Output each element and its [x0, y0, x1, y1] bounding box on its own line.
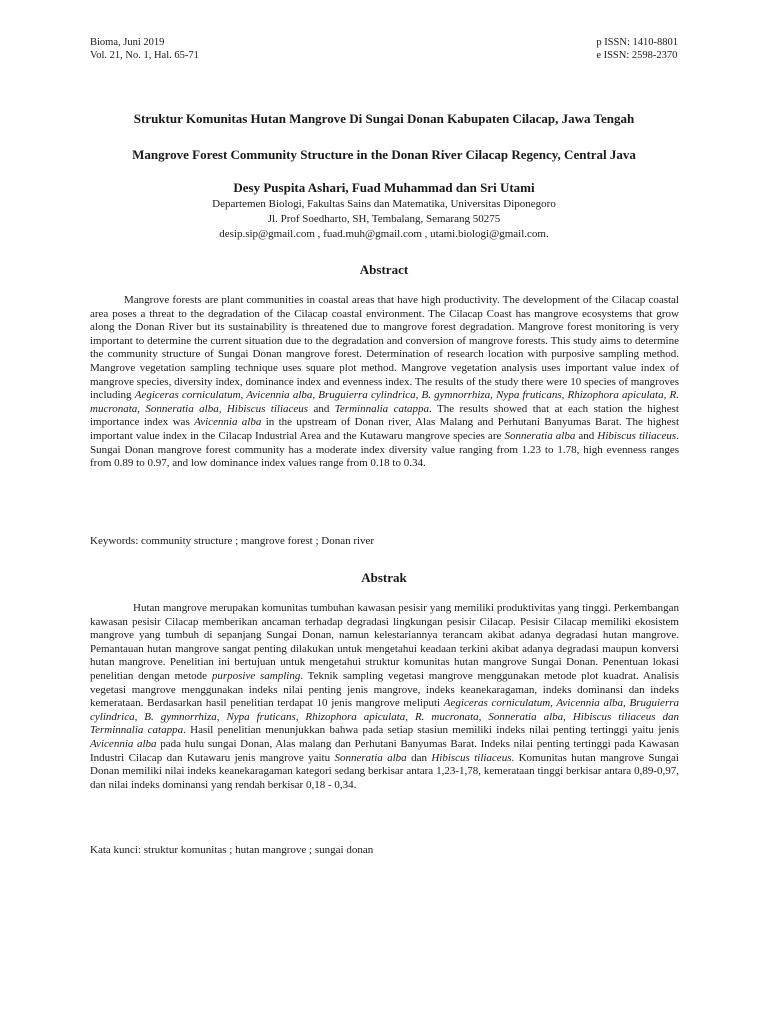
affiliation-department: Departemen Biologi, Fakultas Sains dan Matematika, Universitas Diponegoro [212, 198, 556, 210]
abstrak-body [90, 602, 679, 792]
journal-issue: Bioma, Juni 2019 [90, 37, 165, 48]
species-name-text: Sonneratia alba [334, 751, 407, 764]
body-text-run: and [575, 429, 598, 442]
species-name-text: purposive sampling [211, 669, 301, 682]
body-text-run: dan [406, 751, 432, 764]
paper-title-indonesian: Struktur Komunitas Hutan Mangrove Di Sungai Donan Kabupaten Cilacap, Jawa Tengah [133, 111, 635, 126]
body-text-run: Mangrove forests are plant communities in coastal areas that have high productivity. The development of the Cilacap coastal area poses a threat to the degradation of the Cilacap coastal environment. The Cilacap Coast has mangrove ecosystems that grow along the Donan River but its sustainability is threatened due to mangrove forest degradation. Mangrove forest monitoring is very important to determine the current situation due to the degradation and conversion of mangrove forests. This study aims to determine the community structure of Sungai Donan mangrove forest. Determination of research location with purposive sampling method. Mangrove vegetation sampling technique uses square plot method. Mangrove vegetation analysis uses important value index of mangrove species, diversity index, dominance index and evenness index. The results of the study there were 10 species of mangroves including [90, 294, 679, 402]
abstract-keywords: Keywords: community structure ; mangrove forest ; Donan river [90, 535, 375, 547]
body-text-run: . Teknik sampling vegetasi mangrove menggunakan metode plot kuadrat. Analisis vegetasi mangrove menggunakan indeks nilai penting jenis mangrove, indeks keanekaragaman, indeks dominansi dan indeks kemerataan. Berdasarkan hasil penelitian terdapat 10 jenis mangrove meliputi [90, 669, 679, 710]
body-text-run: . Komunitas hutan mangrove Sungai Donan memiliki nilai indeks keanekaragaman kategori sedang berkisar antara 1,23-1,78, kemerataan tinggi berkisar antara 0,89-0,97, dan nilai indeks dominansi yang rendah berkisar 0,18 - 0,34. [90, 751, 679, 791]
body-text-run: . Hasil penelitian menunjukkan bahwa pada setiap stasiun memiliki indeks nilai penting tertinggi yaitu jenis [183, 724, 679, 737]
species-name-text: Sonneratia alba [504, 429, 576, 442]
body-text-run: and [308, 402, 335, 415]
running-header-left [90, 36, 199, 62]
paper-title-english: Mangrove Forest Community Structure in the Donan River Cilacap Regency, Central Java [132, 147, 636, 162]
abstract-heading: Abstract [359, 262, 409, 277]
affiliation-address: Jl. Prof Soedharto, SH, Tembalang, Semarang 50275 [267, 213, 501, 225]
body-text-run: Hutan mangrove merupakan komunitas tumbuhan kawasan pesisir yang memiliki produktivitas yang tinggi. Perkembangan kawasan pesisir Cilacap memberikan ancaman terhadap degradasi lingkungan pesisir Cilacap. Pesisir Cilacap memiliki ekosistem mangrove yang tumbuh di sepanjang Sungai Donan, namun kelestariannya terancam akibat adanya degradasi hutan mangrove. Pemantauan hutan mangrove sangat penting dilakukan untuk mengetahui keadaan terkini akibat adanya degradasi maupun konversi hutan mangrove. Penelitian ini bertujuan untuk mengetahui struktur komunitas hutan mangrove Sungai Donan. Penentuan lokasi penelitian dengan metode [90, 602, 679, 682]
author-list: Desy Puspita Ashari, Fuad Muhammad dan Sri Utami [233, 180, 535, 195]
abstrak-keywords: Kata kunci: struktur komunitas ; hutan mangrove ; sungai donan [90, 844, 374, 856]
volume-pages: Vol. 21, No. 1, Hal. 65-71 [90, 50, 199, 61]
body-text-run: . Sungai Donan mangrove forest community has a moderate index diversity value ranging from 1.23 to 1.78, high evenness ranges from 0.89 to 0.97, and low dominance index values range from 0.18 to 0.34. [90, 429, 679, 470]
print-issn: p ISSN: 1410-8801 [596, 37, 678, 48]
abstrak-heading: Abstrak [361, 570, 407, 585]
species-name-text: Aegiceras corniculatum, Avicennia alba, Bruguierra cylindrica, B. gymnorrhiza, Nypa fruticans, Rhizophora apiculata, R. mucronata, Sonneratia alba, Hibiscus tiliaceus [90, 389, 679, 415]
species-name-text: Aegiceras corniculatum, Avicennia alba, Bruguierra cylindrica, B. gymnorrhiza, Nypa fruticans, Rhizophora apiculata, R. mucronata, Sonneratia alba, Hibiscus tiliaceus dan Terminnalia catappa [90, 697, 680, 737]
body-text-run: in the upstream of Donan river, Alas Malang and Perhutani Banyumas Barat. The highest important value index in the Cilacap Industrial Area and the Kutawaru mangrove species are [90, 416, 679, 442]
body-text-run: pada hulu sungai Donan, Alas malang dan Perhutani Banyumas Barat. Indeks nilai penting tertinggi pada Kawasan Industri Cilacap dan Kutawaru jenis mangrove yaitu [90, 737, 679, 764]
author-emails: desip.sip@gmail.com , fuad.muh@gmail.com , utami.biologi@gmail.com. [219, 228, 549, 240]
species-name-text: Hibiscus tiliaceus [597, 429, 677, 442]
body-text-run: . The results showed that at each station the highest importance index was [90, 402, 679, 429]
running-header-right [596, 36, 678, 62]
species-name-text: Hibiscus tiliaceus [431, 751, 512, 764]
species-name-text: Avicennia alba [194, 416, 262, 429]
electronic-issn: e ISSN: 2598-2370 [596, 50, 678, 61]
species-name-text: Terminnalia catappa [334, 402, 430, 415]
abstract-body [90, 294, 679, 471]
affiliation-block [60, 197, 708, 242]
species-name-text: Avicennia alba [90, 737, 157, 750]
